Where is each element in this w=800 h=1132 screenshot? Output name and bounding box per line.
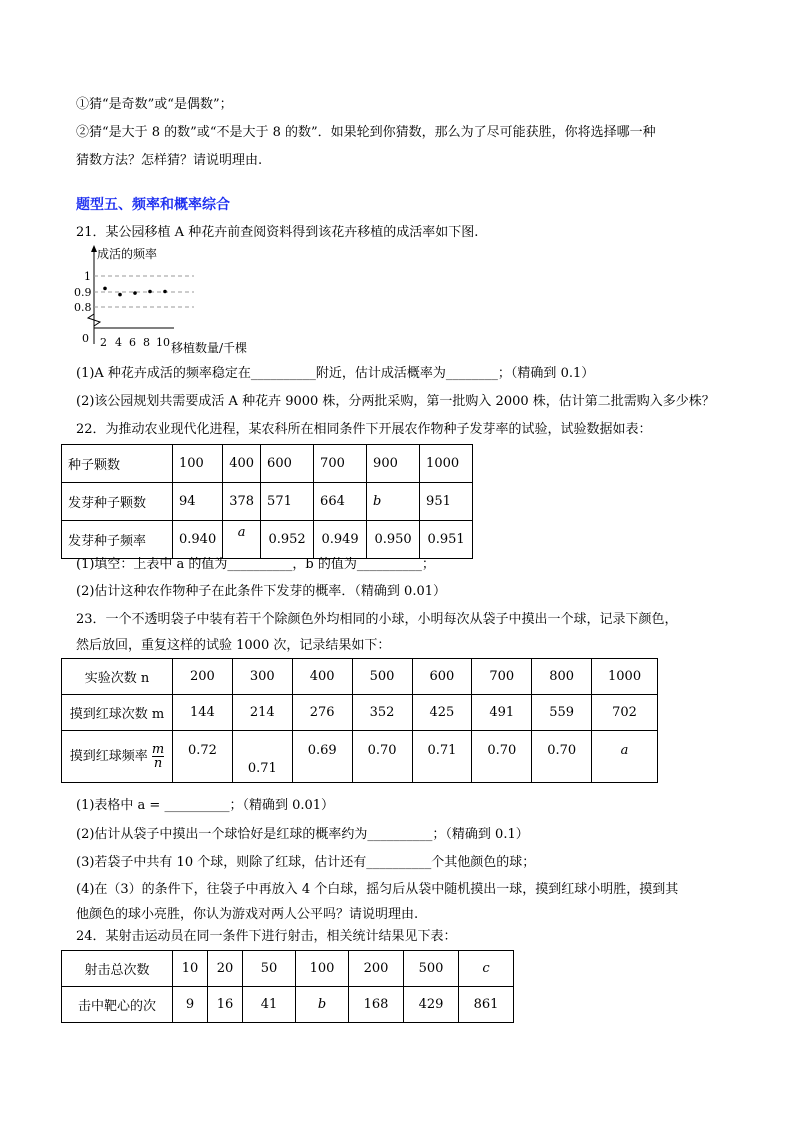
q24-cell: c — [459, 951, 514, 987]
q23-header-m: 摸到红球次数 m — [62, 695, 173, 731]
q22-cell: 951 — [420, 483, 473, 521]
q23-freq-label: 摸到红球频率 — [69, 749, 148, 764]
q22-cell: 94 — [173, 483, 223, 521]
q24-cell: 射击总次数 — [62, 951, 173, 987]
frac-num: m — [151, 742, 165, 757]
q23-cell: 500 — [352, 659, 412, 695]
y-axis-label: 成活的频率 — [97, 247, 158, 261]
y-tick-0.8: 0.8 — [74, 301, 92, 314]
q22-cell: 0.950 — [367, 521, 420, 559]
q24-cell: 击中靶心的次 — [62, 987, 173, 1023]
q22-cell: 600 — [261, 445, 314, 483]
frac-den: n — [153, 756, 163, 771]
q23-cell: 702 — [592, 695, 658, 731]
q23-stem-2: 然后放回，重复这样的试验 1000 次，记录结果如下： — [76, 638, 391, 653]
x-tick-4: 4 — [115, 336, 122, 349]
q22-stem: 22．为推动农业现代化进程，某农科所在相同条件下开展农作物种子发芽率的试验，试验数据如表： — [76, 422, 652, 437]
q23-cell: 0.71 — [412, 731, 472, 783]
q23-cell: 559 — [532, 695, 592, 731]
q22-cell: a — [223, 521, 261, 559]
q22-cell: 种子颗数 — [62, 445, 173, 483]
data-point — [103, 287, 107, 291]
y-tick-1: 1 — [84, 270, 91, 283]
q23-stem-1: 23．一个不透明袋子中装有若干个除颜色外均相同的小球，小明每次从袋子中摸出一个球，记录下颜色， — [76, 612, 678, 627]
data-point — [148, 290, 152, 294]
q24-cell: 100 — [296, 951, 349, 987]
q23-part-1: (1)表格中 a = __________；（精确到 0.01） — [76, 798, 335, 813]
q22-cell: 571 — [261, 483, 314, 521]
q24-table — [61, 950, 514, 1023]
q24-cell: 500 — [404, 951, 459, 987]
q23-cell: 144 — [173, 695, 233, 731]
q24-cell: 9 — [173, 987, 208, 1023]
q24-cell: 10 — [173, 951, 208, 987]
q24-cell: 16 — [208, 987, 243, 1023]
q23-header-freq — [62, 731, 173, 783]
data-point — [118, 293, 122, 297]
q23-cell: 0.72 — [173, 731, 233, 783]
q24-cell: 168 — [349, 987, 404, 1023]
q23-part-2: (2)估计从袋子中摸出一个球恰好是红球的概率约为__________；（精确到 0.1） — [76, 827, 529, 842]
q23-cell: 0.70 — [352, 731, 412, 783]
q22-cell: 0.940 — [173, 521, 223, 559]
q23-cell: 600 — [412, 659, 472, 695]
q22-cell: 400 — [223, 445, 261, 483]
intro-line-1: ①猜“是奇数”或“是偶数”； — [76, 97, 233, 112]
q22-cell: 100 — [173, 445, 223, 483]
q24-cell: 41 — [243, 987, 296, 1023]
section-title: 题型五、频率和概率综合 — [76, 197, 230, 213]
x-tick-10: 10 — [156, 336, 170, 349]
q23-table — [61, 658, 658, 783]
q24-stem: 24．某射击运动员在同一条件下进行射击，相关统计结果见下表： — [76, 929, 457, 944]
data-point — [163, 290, 167, 294]
q21-stem: 21．某公园移植 A 种花卉前查阅资料得到该花卉移植的成活率如下图. — [76, 225, 479, 240]
q21-part-2: (2)该公园规划共需要成活 A 种花卉 9000 株，分两批采购，第一批购入 2000 株，估计第二批需购入多少株？ — [76, 394, 715, 409]
x-tick-6: 6 — [129, 336, 136, 349]
q23-cell: 425 — [412, 695, 472, 731]
x-tick-2: 2 — [100, 336, 107, 349]
q23-header-n: 实验次数 n — [62, 659, 173, 695]
q23-cell: 1000 — [592, 659, 658, 695]
q22-cell: 700 — [314, 445, 367, 483]
q23-cell: 0.71 — [232, 731, 292, 783]
q22-cell: 900 — [367, 445, 420, 483]
q24-cell: 861 — [459, 987, 514, 1023]
q22-table — [61, 444, 473, 559]
q24-cell: 200 — [349, 951, 404, 987]
q23-part-4b: 他颜色的球小亮胜，你认为游戏对两人公平吗？请说明理由. — [76, 907, 419, 922]
y-tick-0.9: 0.9 — [74, 286, 92, 299]
intro-line-2: ②猜“是大于 8 的数”或“不是大于 8 的数”．如果轮到你猜数，那么为了尽可能获胜，你将选择哪一种 — [76, 125, 656, 140]
q24-cell: 429 — [404, 987, 459, 1023]
q22-cell: 378 — [223, 483, 261, 521]
q23-cell: a — [592, 731, 658, 783]
q24-cell: b — [296, 987, 349, 1023]
q22-cell: b — [367, 483, 420, 521]
q23-part-4a: (4)在（3）的条件下，往袋子中再放入 4 个白球，摇匀后从袋中随机摸出一球，摸到红球小明胜，摸到其 — [76, 882, 679, 897]
q22-cell: 1000 — [420, 445, 473, 483]
q23-cell: 0.70 — [532, 731, 592, 783]
q23-cell: 0.69 — [292, 731, 352, 783]
q23-freq-fraction — [152, 743, 164, 770]
q22-cell: 0.951 — [420, 521, 473, 559]
q23-cell: 300 — [232, 659, 292, 695]
q23-part-3: (3)若袋子中共有 10 个球，则除了红球，估计还有__________个其他颜色的球； — [76, 855, 536, 870]
q22-cell: 发芽种子频率 — [62, 521, 173, 559]
q23-cell: 214 — [232, 695, 292, 731]
q24-cell: 20 — [208, 951, 243, 987]
q22-cell: 发芽种子颗数 — [62, 483, 173, 521]
y-tick-0: 0 — [82, 332, 89, 345]
q23-cell: 200 — [173, 659, 233, 695]
q23-cell: 400 — [292, 659, 352, 695]
q22-part-2: (2)估计这种农作物种子在此条件下发芽的概率．（精确到 0.01） — [76, 584, 446, 599]
q22-part-1: (1)填空：上表中 a 的值为__________，b 的值为__________； — [76, 557, 435, 572]
q22-cell: 0.949 — [314, 521, 367, 559]
q21-chart — [74, 244, 274, 360]
q23-cell: 491 — [472, 695, 532, 731]
q22-cell: 0.952 — [261, 521, 314, 559]
q24-cell: 50 — [243, 951, 296, 987]
q23-cell: 276 — [292, 695, 352, 731]
q21-part-1: (1)A 种花卉成活的频率稳定在__________附近，估计成活概率为________；（精确到 0.1） — [76, 366, 595, 381]
intro-line-3: 猜数方法？怎样猜？请说明理由. — [76, 153, 263, 168]
q23-cell: 352 — [352, 695, 412, 731]
data-point — [133, 291, 137, 295]
q22-cell: 664 — [314, 483, 367, 521]
x-axis-label: 移植数量/千棵 — [171, 341, 248, 355]
x-tick-8: 8 — [143, 336, 150, 349]
q23-cell: 700 — [472, 659, 532, 695]
q23-cell: 0.70 — [472, 731, 532, 783]
q23-cell: 800 — [532, 659, 592, 695]
